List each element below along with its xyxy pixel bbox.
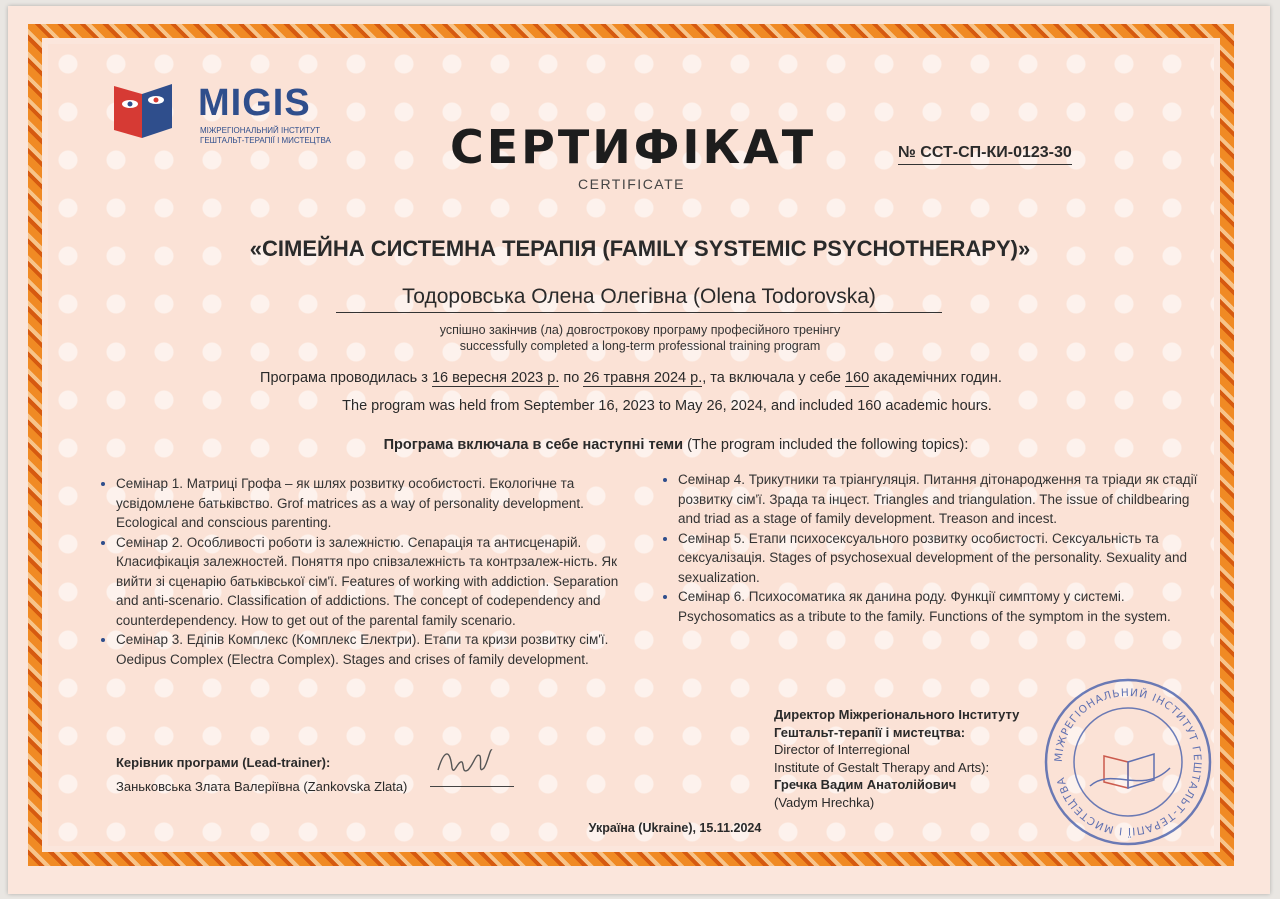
logo-subtitle — [200, 126, 350, 146]
topic-item: • Семінар 1. Матриці Грофа – як шлях розвитку особистості. Екологічне та усвідомлене батьківство. Grof matrices as a way of personality development. Ecological and conscious parenting. — [116, 474, 642, 533]
lead-signature-icon — [434, 740, 504, 784]
completion-ua: успішно закінчив (ла) довгострокову програму професійного тренінгу — [439, 323, 841, 337]
director-title-ua-2: Гештальт-терапії і мистецтва: — [774, 724, 966, 740]
director-name-en: (Vadym Hrechka) — [774, 794, 875, 810]
recipient-name: Тодоровська Олена Олегівна (Olena Todorovska) — [336, 285, 942, 313]
certificate-subtitle: CERTIFICATE — [578, 176, 685, 192]
program-dates-ua — [0, 370, 1262, 386]
stamp-text: МІЖРЕГІОНАЛЬНИЙ ІНСТИТУТ ГЕШТАЛЬТ-ТЕРАПІЇ І МИСТЕЦТВА — [1052, 686, 1204, 838]
lead-trainer-name: Заньковська Злата Валеріївна (Zankovska Zlata) — [116, 779, 408, 794]
logo-subtitle-line2: ГЕШТАЛЬТ-ТЕРАПІЇ І МИСТЕЦТВА — [200, 136, 331, 145]
start-date: 16 вересня 2023 р. — [431, 370, 560, 386]
topic-item: • Семінар 4. Трикутники та тріангуляція. Питання дітонародження та тріади як стадії розвитку сім'ї. Зрада та інцест. Triangles and triangulation. The issue of childbearing and triad as a stage of family development. Treason and incest. — [678, 470, 1210, 529]
place-and-date: Україна (Ukraine), 15.11.2024 — [588, 821, 762, 835]
dates-text-2: по — [559, 370, 584, 386]
topics-heading-ua: Програма включала в себе наступні теми — [383, 437, 684, 453]
hours-count: 160 — [844, 370, 870, 386]
certificate-title: СЕРТИФІКАТ — [450, 120, 817, 174]
completion-statement — [0, 322, 1280, 354]
migis-logo-icon — [112, 80, 174, 140]
program-name: «СІМЕЙНА СИСТЕМНА ТЕРАПІЯ (FAMILY SYSTEMIC PSYCHOTHERAPY)» — [249, 236, 1031, 261]
topics-left-column — [92, 474, 642, 669]
topic-item: • Семінар 5. Етапи психосексуального розвитку особистості. Сексуальність та сексуалізація. Stages of psychosexual development of the personality. Sexuality and sexualization. — [678, 529, 1210, 588]
certificate-number: № ССТ-СП-КИ-0123-30 — [898, 144, 1072, 165]
director-title-en-2: Institute of Gestalt Therapy and Arts): — [774, 759, 990, 775]
director-name-ua: Гречка Вадим Анатолійович — [774, 777, 957, 792]
director-block — [774, 706, 1074, 811]
lead-signature-line — [430, 786, 514, 787]
logo-name: MIGIS — [198, 82, 311, 124]
director-title-en-1: Director of Interregional — [774, 742, 910, 757]
topic-item: • Семінар 3. Едіпів Комплекс (Комплекс Електри). Етапи та кризи розвитку сім'ї. Oedipus Complex (Electra Complex). Stages and crises of family development. — [116, 630, 642, 669]
topic-item: • Семінар 2. Особливості роботи із залежністю. Сепарація та антисценарій. Класифікація залежностей. Поняття про співзалежність та контрзалеж-ність. Як вийти зі сценарію батьківської сім'ї. Features of working with addiction. Separation and anti-scenario. Classification of addictions. The concept of codependency and counterdependency. How to get out of the parental family scenario. — [116, 533, 642, 631]
completion-en: successfully completed a long-term professional training program — [459, 339, 821, 353]
dates-text-3: , та включала у себе — [702, 370, 845, 386]
dates-text-4: академічних годин. — [869, 370, 1002, 386]
dates-text-1: Програма проводилась з — [260, 370, 432, 386]
topics-heading — [0, 437, 1280, 453]
topic-item: • Семінар 6. Психосоматика як данина роду. Функції симптому у системі. Psychosomatics as a tribute to the family. Functions of the symptom in the system. — [678, 587, 1210, 626]
topics-right-column — [654, 470, 1210, 626]
end-date: 26 травня 2024 р. — [583, 370, 703, 386]
program-dates-en: The program was held from September 16, 2023 to May 26, 2024, and included 160 academic hours. — [342, 398, 992, 414]
logo-subtitle-line1: МІЖРЕГІОНАЛЬНИЙ ІНСТИТУТ — [200, 126, 321, 135]
topics-heading-en: (The program included the following topics): — [683, 437, 969, 453]
lead-trainer-label: Керівник програми (Lead-trainer): — [116, 755, 331, 770]
director-title-ua-1: Директор Міжрегіонального Інституту — [774, 707, 1020, 722]
